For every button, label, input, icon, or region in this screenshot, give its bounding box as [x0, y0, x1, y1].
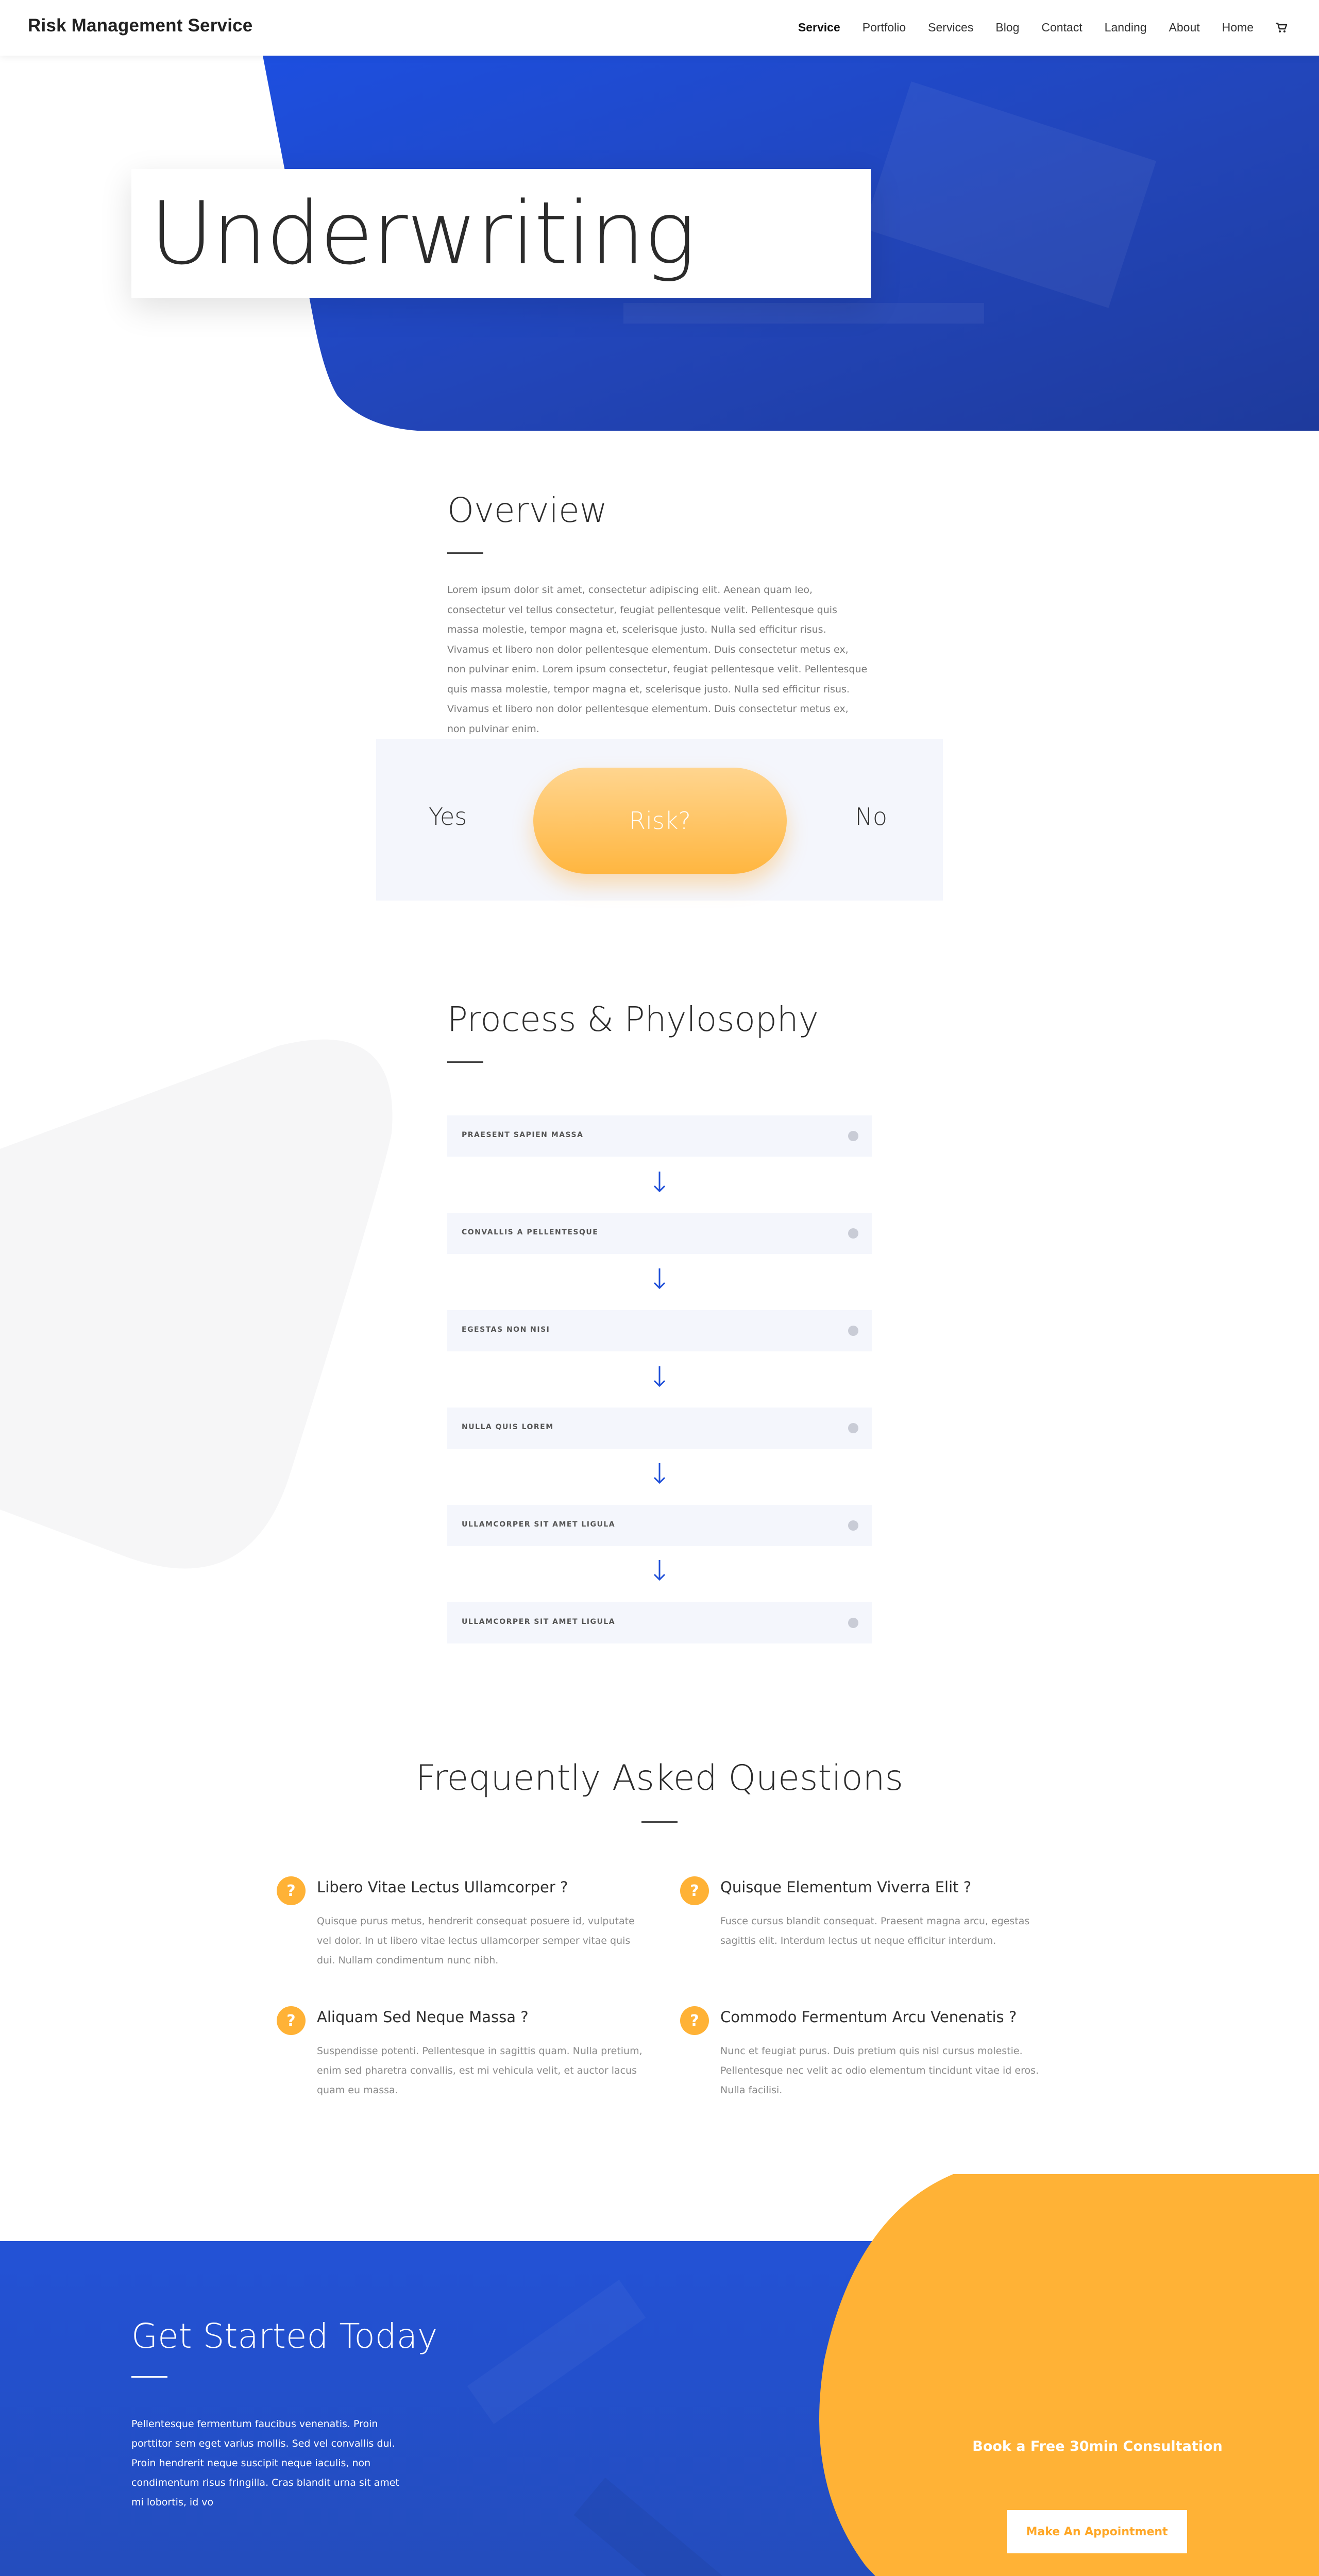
toggle-icon	[848, 1326, 858, 1336]
process-step[interactable]	[447, 1213, 872, 1254]
faq-question: Commodo Fermentum Arcu Venenatis ?	[720, 2008, 1017, 2026]
make-appointment-button[interactable]: Make An Appointment	[1007, 2510, 1187, 2553]
faq-question: Aliquam Sed Neque Massa ?	[317, 2008, 529, 2026]
process-step-label: EGESTAS NON NISI	[462, 1326, 550, 1334]
toggle-icon	[848, 1520, 858, 1531]
process-step-label: NULLA QUIS LOREM	[462, 1423, 554, 1431]
decorative-background-shape	[0, 1030, 412, 1597]
nav-item-service[interactable]: Service	[798, 21, 840, 34]
risk-no-label: No	[855, 803, 887, 831]
faq-answer: Quisque purus metus, hendrerit consequat posuere id, vulputate vel dolor. In ut libero vitae lectus ullamcorper semper vitae quis dui. Nullam condimentum nunc nibh.	[317, 1916, 635, 1966]
overview-text: Lorem ipsum dolor sit amet, consectetur adipiscing elit. Aenean quam leo, consectetur vel tellus consectetur, feugiat pellentesque velit. Pellentesque quis massa molestie, tempor magna et, scelerisque justo. Nulla sed efficitur risus. Vivamus et libero non dolor pellentesque elementum. Duis consectetur metus ex, non pulvinar enim. Lorem ipsum consectetur, feugiat pellentesque velit. Pellentesque quis massa molestie, tempor magna et, scelerisque justo. Nulla sed efficitur risus. Vivamus et libero non dolor pellentesque elementum. Duis consectetur metus ex, non pulvinar enim.	[447, 584, 868, 735]
question-icon: ?	[680, 1876, 709, 1905]
process-divider	[447, 1061, 483, 1063]
process-step[interactable]	[447, 1115, 872, 1157]
risk-pill	[533, 768, 787, 874]
faq-divider	[641, 1821, 678, 1823]
cta-divider	[131, 2376, 167, 2378]
toggle-icon	[848, 1131, 858, 1141]
arrow-down-icon	[652, 1171, 667, 1193]
toggle-icon	[848, 1228, 858, 1239]
cta-heading: Get Started Today	[131, 2316, 438, 2356]
nav-item-contact[interactable]: Contact	[1041, 21, 1083, 34]
question-icon: ?	[277, 2006, 306, 2035]
process-step-label: CONVALLIS A PELLENTESQUE	[462, 1228, 599, 1236]
nav-item-services[interactable]: Services	[928, 21, 974, 34]
nav-item-about[interactable]: About	[1169, 21, 1200, 34]
process-step-label: ULLAMCORPER SIT AMET LIGULA	[462, 1618, 616, 1626]
arrow-down-icon	[652, 1365, 667, 1388]
process-step[interactable]	[447, 1602, 872, 1643]
process-step[interactable]	[447, 1408, 872, 1449]
cart-icon[interactable]	[1276, 23, 1287, 33]
process-step[interactable]	[447, 1505, 872, 1546]
nav-item-home[interactable]: Home	[1222, 21, 1254, 34]
cta-text: Pellentesque fermentum faucibus venenatis. Proin porttitor sem eget varius mollis. Sed vel convallis dui. Proin hendrerit neque suscipit neque iaculis, non condimentum risus fringilla. Cras blandit urna sit amet mi lobortis, id vo	[131, 2418, 399, 2508]
risk-panel	[376, 739, 943, 901]
hero-title-card	[131, 169, 871, 298]
site-logo[interactable]: Risk Management Service	[28, 15, 253, 36]
risk-pill-label: Risk?	[629, 807, 691, 835]
main-nav	[776, 21, 1287, 35]
toggle-icon	[848, 1423, 858, 1433]
toggle-icon	[848, 1618, 858, 1628]
overview-divider	[447, 552, 483, 554]
faq-answer: Fusce cursus blandit consequat. Praesent magna arcu, egestas sagittis elit. Interdum lectus ut neque efficitur interdum.	[720, 1916, 1030, 1946]
faq-question: Quisque Elementum Viverra Elit ?	[720, 1878, 972, 1896]
arrow-down-icon	[652, 1267, 667, 1290]
nav-item-blog[interactable]: Blog	[995, 21, 1020, 34]
arrow-down-icon	[652, 1559, 667, 1582]
faq-answer: Nunc et feugiat purus. Duis pretium quis nisl cursus molestie. Pellentesque nec velit ac odio elementum tincidunt vitae id eros. Nulla facilisi.	[720, 2045, 1039, 2096]
process-step-label: ULLAMCORPER SIT AMET LIGULA	[462, 1520, 616, 1529]
faq-heading: Frequently Asked Questions	[415, 1758, 904, 1799]
process-heading: Process & Phylosophy	[447, 999, 819, 1039]
faq-answer: Suspendisse potenti. Pellentesque in sagittis quam. Nulla pretium, enim sed pharetra convallis, est mi vehicula velit, et auctor lacus quam eu massa.	[317, 2045, 642, 2096]
risk-yes-label: Yes	[429, 803, 467, 831]
process-step-label: PRAESENT SAPIEN MASSA	[462, 1131, 584, 1139]
page-title: Underwriting	[150, 183, 695, 284]
overview-heading: Overview	[447, 490, 607, 530]
question-icon: ?	[277, 1876, 306, 1905]
site-header	[0, 0, 1319, 56]
process-step[interactable]	[447, 1310, 872, 1351]
consultation-label: Book a Free 30min Consultation	[972, 2438, 1223, 2454]
question-icon: ?	[680, 2006, 709, 2035]
nav-item-landing[interactable]: Landing	[1104, 21, 1147, 34]
arrow-down-icon	[652, 1462, 667, 1485]
faq-question: Libero Vitae Lectus Ullamcorper ?	[317, 1878, 568, 1896]
nav-item-portfolio[interactable]: Portfolio	[862, 21, 906, 34]
